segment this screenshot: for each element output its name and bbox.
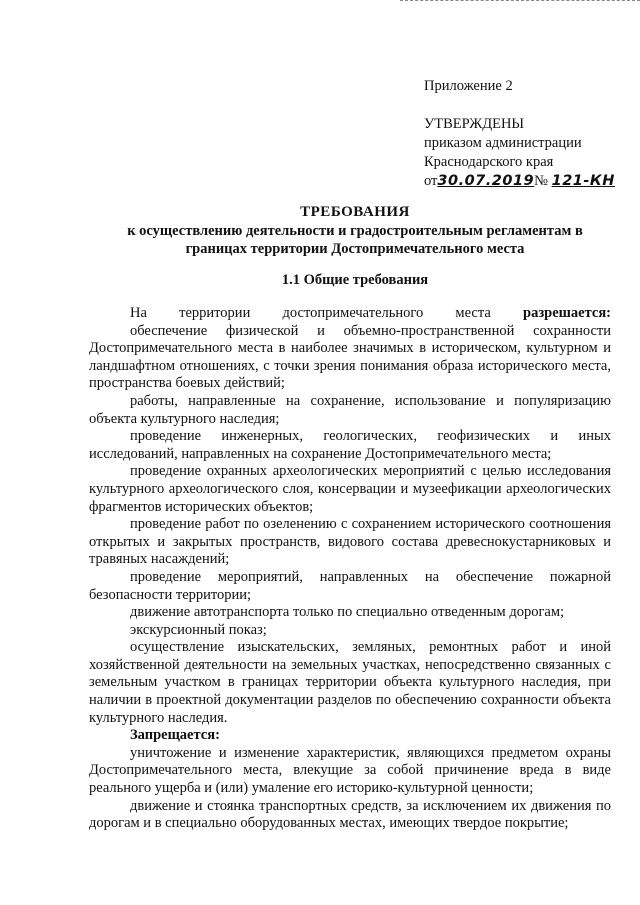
order-number: 121-КН (551, 173, 615, 189)
allowed-item: осуществление изыскательских, земляных, ремонтных работ и иной хозяйственной деятельности на земельных участках, непосредственно связанных с земельным участком в границах территории объекта культурного наследия, при наличии в проектной документации разделов по обеспечению сохранности объекта культурного наследия. (89, 639, 611, 726)
title-line-2: к осуществлению деятельности и градостроительным регламентам в (127, 222, 583, 239)
order-date-line (424, 172, 634, 191)
document-body (89, 305, 611, 833)
allowed-intro-text: На территории достопримечательного места (130, 305, 491, 321)
title-main: ТРЕБОВАНИЯ (300, 204, 410, 220)
order-line-2: Краснодарского края (424, 154, 554, 170)
allowed-item: обеспечение физической и объемно-пространственной сохранности Достопримечательного места в наиболее значимых в историческом, культурном и ландшафтном отношениях, с точки зрения понимания образа исторического места, пространства боевых действий; (89, 322, 611, 392)
allowed-item: проведение работ по озеленению с сохранением исторического соотношения открытых и закрытых пространств, видового состава древеснокустарниковых и травяных насаждений; (89, 516, 611, 568)
date-prefix: от (424, 173, 438, 189)
order-line-1: приказом администрации (424, 135, 582, 151)
approved-label: УТВЕРЖДЕНЫ (424, 116, 525, 132)
allowed-item: проведение охранных археологических мероприятий с целью исследования культурного археологического слоя, консервации и музеефикации археологических фрагментов исторических объектов; (89, 463, 611, 515)
forbidden-item: уничтожение и изменение характеристик, являющихся предметом охраны Достопримечательного места, влекущие за собой причинение вреда в виде реального ущерба и (или) умаление его историко-культурной ценности; (89, 744, 611, 797)
section-title: 1.1 Общие требования (281, 272, 429, 288)
number-sign: № (534, 173, 548, 189)
order-date: 30.07.2019 (437, 173, 535, 189)
appendix-label: Приложение 2 (424, 78, 513, 94)
approval-block (424, 77, 634, 191)
allowed-item: экскурсионный показ; (130, 621, 267, 638)
scan-edge-mark (400, 0, 640, 2)
forbidden-heading: Запрещается: (130, 727, 220, 744)
forbidden-item: движение и стоянка транспортных средств, за исключением их движения по дорогам и в специально оборудованных местах, имеющих твердое покрытие; (89, 797, 611, 832)
allowed-intro (89, 305, 611, 323)
allowed-item: работы, направленные на сохранение, использование и популяризацию объекта культурного наследия; (89, 392, 611, 427)
title-line-3: границах территории Достопримечательного места (185, 241, 525, 257)
allowed-item: проведение мероприятий, направленных на обеспечение пожарной безопасности территории; (89, 568, 611, 603)
document-title (100, 203, 610, 259)
allowed-item: движение автотранспорта только по специально отведенным дорогам; (130, 604, 565, 621)
allowed-item: проведение инженерных, геологических, геофизических и иных исследований, направленных на сохранение Достопримечательного места; (89, 428, 611, 462)
allowed-intro-bold: разрешается: (523, 305, 612, 321)
